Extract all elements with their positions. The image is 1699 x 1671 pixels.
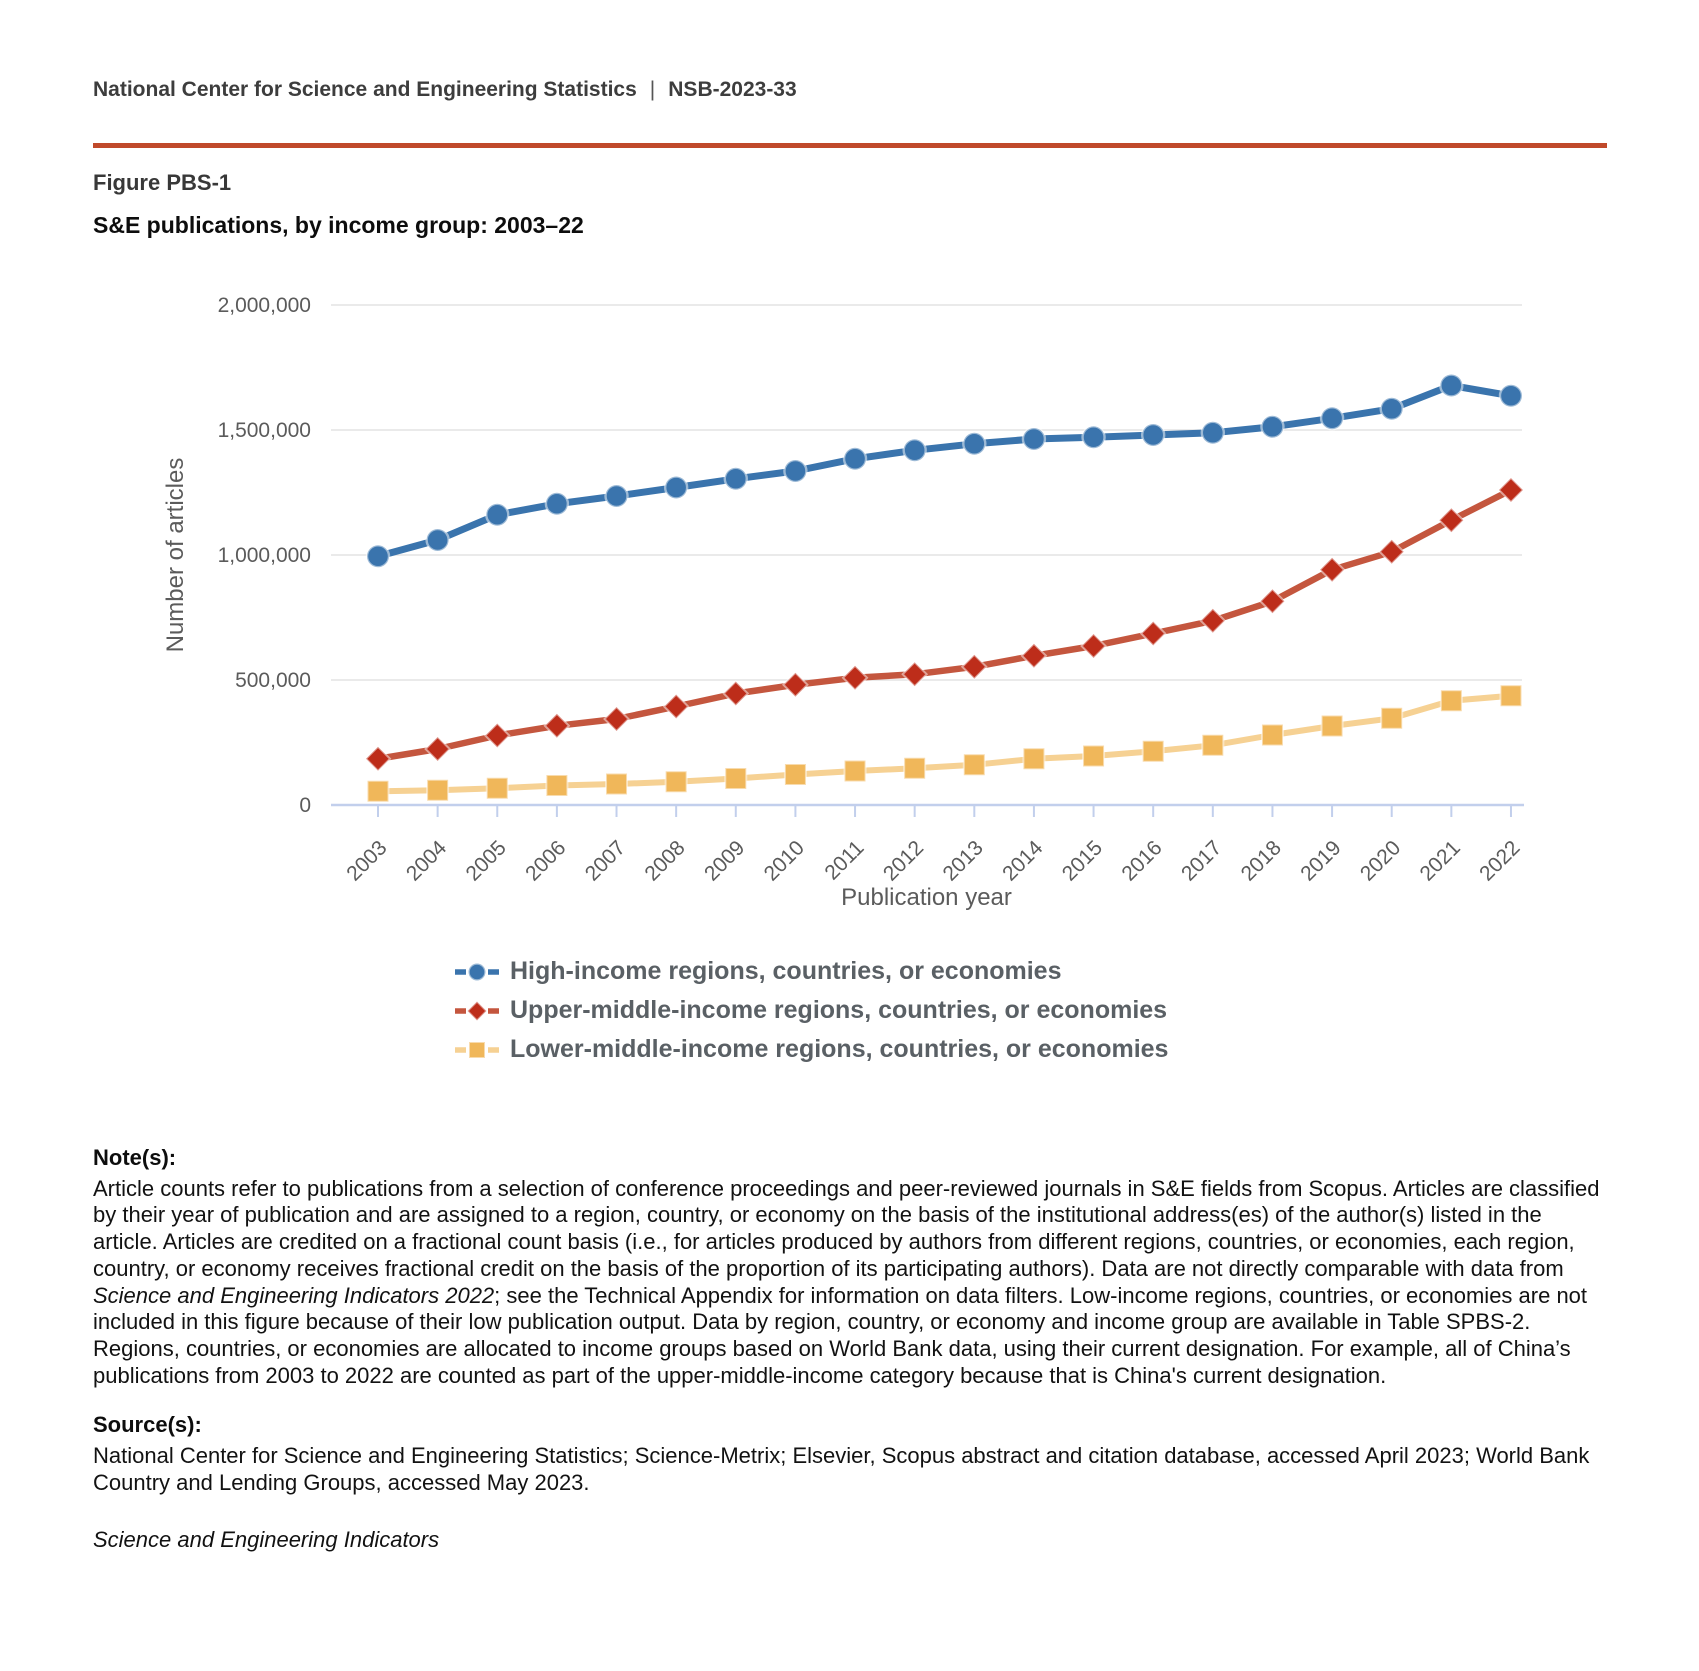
legend-marker-square-icon xyxy=(455,1039,499,1061)
accent-rule xyxy=(93,143,1607,148)
x-tick-label: 2007 xyxy=(580,836,631,886)
data-point-lower-middle-income-2017[interactable] xyxy=(1202,735,1223,756)
data-point-high-income-2017[interactable] xyxy=(1202,422,1224,444)
data-point-high-income-2016[interactable] xyxy=(1142,424,1164,446)
chart-legend xyxy=(455,957,1168,1064)
data-point-lower-middle-income-2010[interactable] xyxy=(785,764,806,785)
data-point-lower-middle-income-2013[interactable] xyxy=(964,754,985,775)
data-point-upper-middle-income-2009[interactable] xyxy=(724,682,748,706)
data-point-lower-middle-income-2019[interactable] xyxy=(1322,716,1343,737)
data-point-upper-middle-income-2007[interactable] xyxy=(605,707,629,731)
data-point-high-income-2018[interactable] xyxy=(1261,416,1283,438)
data-point-upper-middle-income-2003[interactable] xyxy=(366,747,390,771)
data-point-lower-middle-income-2022[interactable] xyxy=(1500,685,1521,706)
footer-italic-title: Science and Engineering Indicators xyxy=(93,1526,440,1552)
data-point-high-income-2012[interactable] xyxy=(904,439,926,461)
legend-marker-shape xyxy=(468,1001,487,1020)
legend-label: High-income regions, countries, or economies xyxy=(510,957,1062,985)
data-point-lower-middle-income-2014[interactable] xyxy=(1023,748,1044,769)
data-point-upper-middle-income-2021[interactable] xyxy=(1439,508,1463,532)
data-point-lower-middle-income-2018[interactable] xyxy=(1262,725,1283,746)
header-report-id: NSB-2023-33 xyxy=(668,78,797,101)
x-axis-title: Publication year xyxy=(841,884,1012,911)
figure-label: Figure PBS-1 xyxy=(93,170,232,195)
x-tick-label: 2006 xyxy=(521,836,571,886)
data-point-high-income-2005[interactable] xyxy=(486,504,508,526)
data-point-upper-middle-income-2018[interactable] xyxy=(1260,589,1284,613)
data-point-lower-middle-income-2006[interactable] xyxy=(546,775,567,796)
figure-text-block xyxy=(93,1145,1609,1553)
notes-heading: Note(s): xyxy=(93,1145,177,1170)
data-point-lower-middle-income-2007[interactable] xyxy=(606,774,627,795)
x-tick-label: 2016 xyxy=(1117,836,1167,886)
legend-marker-shape xyxy=(469,963,486,980)
legend-marker-diamond-icon xyxy=(455,1000,499,1022)
y-tick-label: 1,500,000 xyxy=(217,419,311,442)
publications-line-chart xyxy=(0,255,1699,955)
x-tick-label: 2003 xyxy=(342,836,392,886)
y-tick-label: 500,000 xyxy=(235,669,311,692)
x-tick-label: 2018 xyxy=(1236,836,1286,886)
data-point-lower-middle-income-2012[interactable] xyxy=(904,758,925,779)
data-point-upper-middle-income-2020[interactable] xyxy=(1380,540,1404,564)
x-tick-label: 2005 xyxy=(461,836,511,886)
data-point-upper-middle-income-2019[interactable] xyxy=(1320,558,1344,582)
data-point-upper-middle-income-2022[interactable] xyxy=(1499,478,1523,502)
x-tick-label: 2020 xyxy=(1355,836,1406,886)
data-point-upper-middle-income-2013[interactable] xyxy=(962,655,986,679)
data-point-lower-middle-income-2021[interactable] xyxy=(1441,690,1462,711)
data-point-high-income-2007[interactable] xyxy=(606,485,628,507)
data-point-lower-middle-income-2011[interactable] xyxy=(845,761,866,782)
data-point-high-income-2022[interactable] xyxy=(1500,385,1522,407)
data-point-upper-middle-income-2010[interactable] xyxy=(783,673,807,697)
data-point-upper-middle-income-2006[interactable] xyxy=(545,714,569,738)
data-point-high-income-2006[interactable] xyxy=(546,493,568,515)
series-high-income xyxy=(367,375,1522,568)
data-point-upper-middle-income-2005[interactable] xyxy=(485,724,509,748)
text-segment: Article counts refer to publications from a selection of conference proceedings and peer-reviewed journals in S&E fields from Scopus. Articles are classified by their year of publication and are assigned to a region, country, or economy on the basis of the institutional address(es) of the author(s) listed in the article. Articles are credited on a fractional count basis (i.e., for articles produced by authors from different regions, countries, or economies, each region, country, or economy receives fractional credit on the basis of the proportion of its participating authors). Data are not directly comparable with data from xyxy=(93,1175,1600,1281)
italic-segment: Science and Engineering Indicators 2022 xyxy=(93,1282,495,1308)
header-org: National Center for Science and Engineering Statistics xyxy=(93,78,637,101)
sources-heading: Source(s): xyxy=(93,1412,202,1438)
x-tick-label: 2009 xyxy=(700,836,750,886)
legend-label: Lower-middle-income regions, countries, or economies xyxy=(510,1035,1169,1063)
series-upper-middle-income xyxy=(366,478,1523,771)
header-separator: | xyxy=(649,78,656,101)
data-point-lower-middle-income-2016[interactable] xyxy=(1143,741,1164,762)
sources-body: National Center for Science and Engineering Statistics; Science-Metrix; Elsevier, Scopus abstract and citation database, accessed April 2023; World Bank Country and Lending Groups, accessed May 2023. xyxy=(93,1443,1590,1495)
data-point-high-income-2003[interactable] xyxy=(367,545,389,567)
y-tick-label: 0 xyxy=(299,794,311,817)
x-tick-label: 2019 xyxy=(1296,836,1346,886)
data-point-high-income-2010[interactable] xyxy=(784,460,806,482)
data-point-lower-middle-income-2015[interactable] xyxy=(1083,746,1104,767)
data-point-upper-middle-income-2004[interactable] xyxy=(426,737,450,761)
y-axis-title: Number of articles xyxy=(162,457,189,653)
data-point-high-income-2020[interactable] xyxy=(1381,398,1403,420)
x-tick-label: 2011 xyxy=(820,836,869,885)
notes-body xyxy=(93,1176,1609,1390)
data-point-high-income-2011[interactable] xyxy=(844,448,866,470)
data-point-high-income-2021[interactable] xyxy=(1440,375,1462,397)
legend-marker-circle-icon xyxy=(455,961,499,983)
x-tick-label: 2012 xyxy=(878,836,929,886)
x-tick-label: 2017 xyxy=(1177,836,1227,886)
legend-item-upper-middle-income[interactable] xyxy=(455,996,1168,1025)
legend-marker-shape xyxy=(469,1042,485,1058)
page-header xyxy=(93,78,797,102)
legend-item-high-income[interactable] xyxy=(455,957,1168,986)
data-point-high-income-2019[interactable] xyxy=(1321,407,1343,429)
data-point-upper-middle-income-2017[interactable] xyxy=(1201,609,1225,633)
x-tick-label: 2004 xyxy=(401,836,452,886)
data-point-upper-middle-income-2016[interactable] xyxy=(1141,622,1165,646)
legend-label: Upper-middle-income regions, countries, or economies xyxy=(510,996,1168,1024)
data-point-high-income-2004[interactable] xyxy=(427,529,449,551)
data-point-lower-middle-income-2005[interactable] xyxy=(487,778,508,799)
figure-title: S&E publications, by income group: 2003–22 xyxy=(93,212,584,238)
x-tick-label: 2014 xyxy=(998,836,1048,886)
data-point-upper-middle-income-2011[interactable] xyxy=(843,666,867,690)
data-point-high-income-2014[interactable] xyxy=(1023,428,1045,450)
text-segment: ; see the Technical Appendix for information on data filters. Low-income regions, countries, or economies are not included in this figure because of their low publication output. Data by region, country, or economy and income group are available in Table SPBS-2. Regions, countries, or economies are allocated to income groups based on World Bank data, using their current designation. For example, all of China’s publications from 2003 to 2022 are counted as part of the upper-middle-income category because that is China's current designation. xyxy=(93,1282,1588,1388)
data-point-high-income-2009[interactable] xyxy=(725,468,747,490)
x-tick-label: 2010 xyxy=(759,836,809,886)
x-tick-label: 2021 xyxy=(1415,836,1465,886)
legend-item-lower-middle-income[interactable] xyxy=(455,1035,1168,1064)
data-point-upper-middle-income-2015[interactable] xyxy=(1082,634,1106,658)
data-point-lower-middle-income-2003[interactable] xyxy=(368,781,389,802)
data-point-lower-middle-income-2008[interactable] xyxy=(666,771,687,792)
data-point-lower-middle-income-2020[interactable] xyxy=(1381,708,1402,729)
y-tick-label: 1,000,000 xyxy=(217,544,311,567)
y-tick-label: 2,000,000 xyxy=(217,294,311,317)
data-point-high-income-2015[interactable] xyxy=(1083,426,1105,448)
series-lower-middle-income xyxy=(368,685,1522,802)
x-tick-label: 2015 xyxy=(1057,836,1108,886)
x-tick-label: 2008 xyxy=(640,836,690,886)
data-point-high-income-2008[interactable] xyxy=(665,477,687,499)
data-point-lower-middle-income-2004[interactable] xyxy=(427,780,448,801)
x-tick-label: 2022 xyxy=(1475,836,1525,886)
x-tick-label: 2013 xyxy=(938,836,988,886)
data-point-lower-middle-income-2009[interactable] xyxy=(725,768,746,789)
data-point-upper-middle-income-2014[interactable] xyxy=(1022,644,1046,668)
data-point-upper-middle-income-2008[interactable] xyxy=(664,695,688,719)
data-point-upper-middle-income-2012[interactable] xyxy=(903,662,927,686)
data-point-high-income-2013[interactable] xyxy=(963,433,985,455)
